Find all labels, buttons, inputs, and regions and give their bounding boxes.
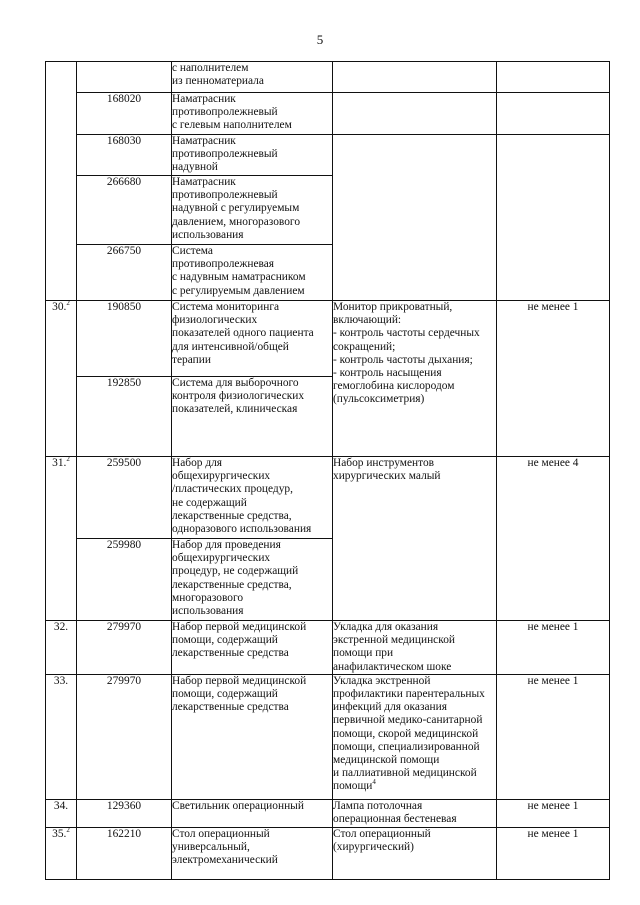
text-line: Наматрасник	[172, 135, 236, 147]
footnote-marker: 4	[372, 778, 376, 787]
qty-cell: не менее 1	[497, 799, 610, 827]
qty-cell: не менее 1	[497, 621, 610, 675]
name-cell	[172, 301, 333, 377]
text-line: давлением, многоразового	[172, 215, 301, 228]
name-cell	[172, 176, 333, 245]
text-line: использования	[172, 605, 244, 618]
name-cell	[172, 621, 333, 675]
text-line: Набор инструментов	[333, 457, 435, 469]
qty-cell: не менее 1	[497, 674, 610, 799]
table-row	[46, 135, 610, 176]
text-line: Укладка для оказания	[333, 621, 439, 633]
text-line: показателей одного пациента	[172, 327, 314, 340]
text-line: помощи, специализированной	[333, 740, 480, 753]
equipment-table	[45, 61, 610, 880]
text-line: для интенсивной/общей	[172, 340, 289, 353]
code-cell: 259980	[77, 539, 172, 621]
text-line: анафилактическом шоке	[333, 660, 452, 673]
qty-cell: не менее 1	[497, 827, 610, 879]
text-line: инфекций для оказания	[333, 701, 447, 714]
code-cell: 192850	[77, 377, 172, 457]
qty-cell: не менее 1	[497, 301, 610, 457]
name-cell	[172, 674, 333, 799]
code-cell: 266680	[77, 176, 172, 245]
text-line: помощи$^4$	[333, 778, 376, 793]
text-line: помощи, содержащий	[172, 688, 278, 701]
text-line: с гелевым наполнителем	[172, 119, 292, 132]
row-number: 35.$^2$	[46, 827, 77, 879]
text-line: - контроль частоты дыхания;	[333, 353, 473, 366]
text-line: Система	[172, 245, 213, 257]
name-cell	[172, 539, 333, 621]
text-line: с надувным наматрасником	[172, 271, 306, 284]
code-cell: 279970	[77, 674, 172, 799]
page-number: 5	[316, 32, 324, 47]
text-line: Стол операционный	[172, 827, 270, 840]
code-cell: 162210	[77, 827, 172, 879]
row-number: 30.$^2$	[46, 301, 77, 457]
text-line: показателей, клиническая	[172, 403, 298, 416]
text-line: Набор для проведения	[172, 539, 281, 551]
name-cell	[172, 377, 333, 457]
text-line: гемоглобина кислородом	[333, 380, 455, 393]
code-cell: 266750	[77, 245, 172, 301]
table-row	[46, 301, 610, 377]
table-row	[46, 62, 610, 93]
text-line: Светильник операционный	[172, 799, 304, 812]
code-cell: 168030	[77, 135, 172, 176]
text-line: и паллиативной медицинской	[333, 767, 477, 780]
requirement-cell	[333, 135, 497, 301]
text-line: экстренной медицинской	[333, 634, 455, 647]
qty-cell	[497, 93, 610, 135]
text-line: медицинской помощи	[333, 754, 440, 767]
requirement-cell	[333, 62, 497, 93]
text-line: Набор первой медицинской	[172, 621, 307, 633]
text-line: операционная бестеневая	[333, 813, 457, 826]
text-line: контроля физиологических	[172, 390, 305, 403]
text-line: хирургических малый	[333, 470, 441, 483]
code-cell: 168020	[77, 93, 172, 135]
num-cell	[46, 62, 77, 301]
code-cell: 129360	[77, 799, 172, 827]
text-line: Укладка экстренной	[333, 674, 431, 687]
requirement-cell	[333, 674, 497, 799]
name-cell	[172, 245, 333, 301]
code-cell: 259500	[77, 457, 172, 539]
text-line: включающий:	[333, 314, 402, 327]
text-line: Наматрасник	[172, 176, 236, 188]
text-line: общехирургических	[172, 552, 271, 565]
text-line: одноразового использования	[172, 523, 312, 536]
table-row	[46, 799, 610, 827]
text-line: надувной	[172, 161, 218, 174]
name-cell	[172, 93, 333, 135]
text-line: помощи, содержащий	[172, 634, 278, 647]
text-line: лекарственные средства	[172, 701, 289, 714]
requirement-cell	[333, 457, 497, 621]
requirement-cell	[333, 301, 497, 457]
text-line: физиологических	[172, 314, 258, 327]
text-line: противопролежневый	[172, 148, 278, 161]
text-line: общехирургических	[172, 470, 271, 483]
row-number: 31.$^2$	[46, 457, 77, 621]
name-cell	[172, 827, 333, 879]
text-line: лекарственные средства,	[172, 578, 292, 591]
qty-cell	[497, 135, 610, 301]
row-number: 33.	[46, 674, 77, 799]
text-line: Наматрасник	[172, 93, 236, 105]
text-line: /пластических процедур,	[172, 483, 293, 496]
qty-cell: не менее 4	[497, 457, 610, 621]
text-line: Набор первой медицинской	[172, 674, 307, 687]
text-line: профилактики парентеральных	[333, 688, 485, 701]
row-number: 32.	[46, 621, 77, 675]
text-line: сокращений;	[333, 340, 396, 353]
name-cell	[172, 799, 333, 827]
text-line: - контроль насыщения	[333, 367, 442, 380]
text-line: терапии	[172, 353, 211, 366]
text-line: противопролежневый	[172, 189, 278, 202]
requirement-cell	[333, 827, 497, 879]
name-cell	[172, 457, 333, 539]
row-number: 34.	[46, 799, 77, 827]
table-row	[46, 621, 610, 675]
text-line: помощи, скорой медицинской	[333, 727, 479, 740]
text-line: - контроль частоты сердечных	[333, 327, 480, 340]
text-line: лекарственные средства,	[172, 509, 292, 522]
text-line: помощи при	[333, 647, 394, 660]
requirement-cell	[333, 93, 497, 135]
text-line: противопролежневая	[172, 258, 275, 271]
text-line: Система для выборочного	[172, 377, 299, 389]
text-line: из пенноматериала	[172, 75, 264, 88]
text-line: электромеханический	[172, 854, 278, 867]
text-line: первичной медико-санитарной	[333, 714, 483, 727]
text-line: с наполнителем	[172, 62, 249, 74]
text-line: Система мониторинга	[172, 301, 280, 313]
text-line: Набор для	[172, 457, 223, 469]
text-line: не содержащий	[172, 496, 247, 509]
text-line: противопролежневый	[172, 106, 278, 119]
code-cell: 279970	[77, 621, 172, 675]
text-line: Лампа потолочная	[333, 799, 423, 812]
table-row	[46, 457, 610, 539]
text-line: надувной с регулируемым	[172, 202, 300, 215]
name-cell	[172, 62, 333, 93]
text-line: Монитор прикроватный,	[333, 301, 453, 313]
text-line: использования	[172, 228, 244, 241]
text-line: Стол операционный	[333, 827, 431, 840]
table-row	[46, 674, 610, 799]
requirement-cell	[333, 799, 497, 827]
text-line: лекарственные средства	[172, 647, 289, 660]
text-line: универсальный,	[172, 841, 250, 854]
text-line: процедур, не содержащий	[172, 565, 299, 578]
text-line: (хирургический)	[333, 841, 414, 854]
table-row	[46, 93, 610, 135]
text-line: (пульсоксиметрия)	[333, 393, 425, 406]
text-line: многоразового	[172, 591, 244, 604]
requirement-cell	[333, 621, 497, 675]
code-cell: 190850	[77, 301, 172, 377]
code-cell	[77, 62, 172, 93]
table-row	[46, 827, 610, 879]
name-cell	[172, 135, 333, 176]
text-line: с регулируемым давлением	[172, 284, 305, 297]
qty-cell	[497, 62, 610, 93]
